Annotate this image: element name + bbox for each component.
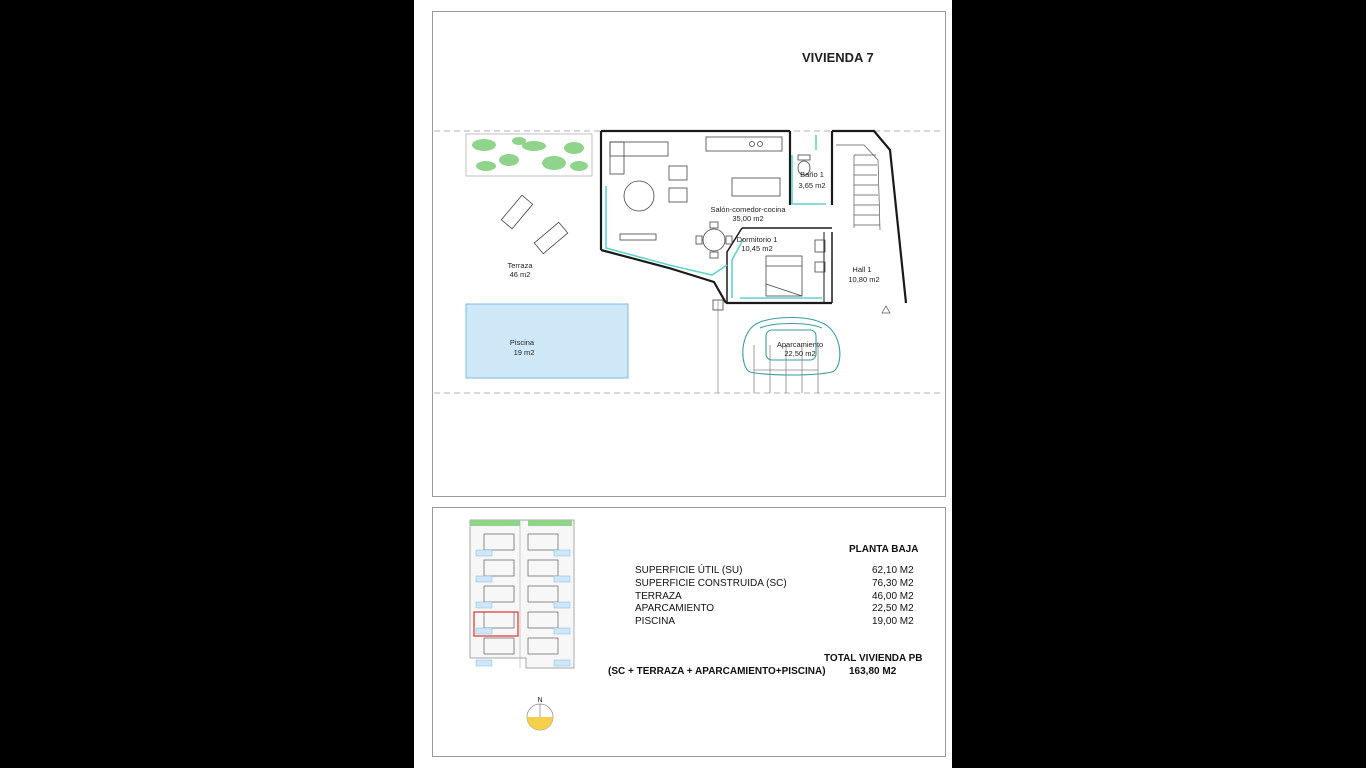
page-title: VIVIENDA 7 [802,50,874,65]
summary-heading: PLANTA BAJA [849,544,919,555]
room-area-salon: 35,00 m2 [732,214,764,223]
room-label-bano: Baño 1 [800,170,824,179]
room-area-terraza: 46 m2 [509,270,531,279]
summary-value-piscina: 19,00 M2 [872,616,914,627]
summary-total-label: TOTAL VIVIENDA PB [824,653,923,664]
summary-value-sc: 76,30 M2 [872,578,914,589]
summary-label-piscina: PISCINA [635,616,676,627]
summary-total-formula: (SC + TERRAZA + APARCAMIENTO+PISCINA) [608,666,826,677]
room-area-hall: 10,80 m2 [848,275,880,284]
room-area-dormitorio: 10,45 m2 [741,244,773,253]
room-area-aparcamiento: 22,50 m2 [784,349,816,358]
plan-sheet [414,0,952,768]
summary-value-terraza: 46,00 M2 [872,591,914,602]
summary-total-value: 163,80 M2 [849,666,897,677]
room-label-salon: Salón-comedor-cocina [710,205,786,214]
room-label-hall: Hall 1 [852,265,872,274]
summary-label-su: SUPERFICIE ÚTIL (SU) [635,565,743,576]
compass-label: N [537,697,543,704]
summary-label-aparcamiento: APARCAMIENTO [635,603,715,614]
room-label-dormitorio: Dormitorio 1 [736,235,778,244]
summary-label-terraza: TERRAZA [635,591,682,602]
summary-value-aparcamiento: 22,50 M2 [872,603,914,614]
summary-value-su: 62,10 M2 [872,565,914,576]
room-area-bano: 3,65 m2 [798,181,826,190]
summary-label-sc: SUPERFICIE CONSTRUIDA (SC) [635,578,787,589]
room-label-aparcamiento: Aparcamiento [776,340,824,349]
room-label-terraza: Terraza [507,261,533,270]
area-summary [414,0,952,768]
room-area-piscina: 19 m2 [513,348,535,357]
room-label-piscina: Piscina [509,338,535,347]
